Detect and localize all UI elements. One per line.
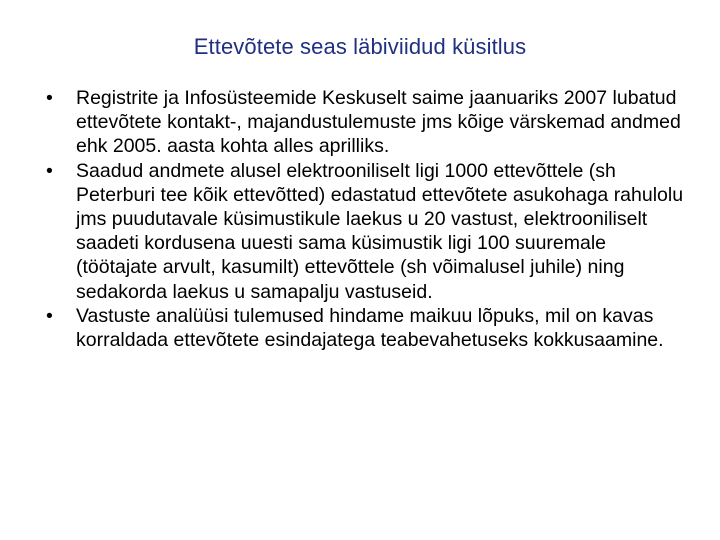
bullet-item (40, 304, 700, 352)
bullet-icon: • (46, 87, 53, 109)
bullet-icon: • (46, 159, 53, 182)
slide-title: Ettevõtete seas läbiviidud küsitlus (193, 34, 527, 59)
bullet-item (40, 86, 700, 159)
bullet-text: Registrite ja Infosüsteemide Keskuselt saime jaanuariks 2007 lubatud ettevõtete kontakt-, majandustulemuste jms kõige värskemad andmed ehk 2005. aasta kohta alles aprilliks. (76, 87, 681, 158)
bullet-item (40, 159, 700, 304)
bullet-text: Vastuste analüüsi tulemused hindame maikuu lõpuks, mil on kavas korraldada ettevõtete esindajatega teabevahetuseks kokkusaamine. (76, 304, 664, 352)
bullet-list (40, 86, 700, 352)
bullet-text: Saadud andmete alusel elektrooniliselt ligi 1000 ettevõttele (sh Peterburi tee kõik ettevõtted) edastatud ettevõtete asukohaga rahulolu jms puudutavale küsimustikule laekus u 20 vastust, elektrooniliselt saadeti kordusena uuesti sama küsimustik ligi 100 suuremale (töötajate arvult, kasumilt) ettevõttele (sh võimalusel juhile) ning sedakorda laekus u samapalju vastuseid. (76, 159, 684, 303)
bullet-icon: • (46, 304, 53, 327)
